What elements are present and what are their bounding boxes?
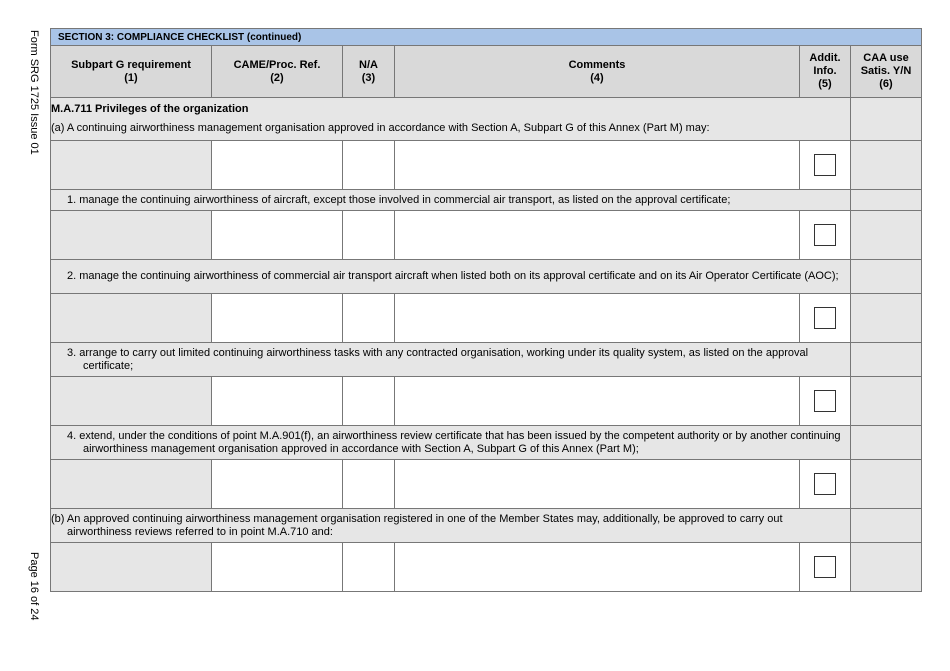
addit-info-checkbox[interactable] (814, 307, 836, 329)
requirement-row (51, 426, 922, 460)
caa-cell (851, 343, 922, 377)
addit-info-cell (800, 377, 851, 426)
privileges-title: M.A.711 Privileges of the organization (51, 102, 249, 115)
input-row (51, 543, 922, 592)
input-row (51, 294, 922, 343)
comments-input[interactable] (395, 543, 800, 592)
requirement-row (51, 343, 922, 377)
comments-input[interactable] (395, 377, 800, 426)
caa-cell (851, 190, 922, 211)
header-caa-use: CAA use Satis. Y/N (6) (851, 46, 922, 98)
came-ref-input[interactable] (212, 460, 343, 509)
requirement-cell (51, 377, 212, 426)
caa-cell (851, 377, 922, 426)
header-subpart-g: Subpart G requirement (1) (51, 46, 212, 98)
header-na: N/A (3) (343, 46, 395, 98)
came-ref-input[interactable] (212, 377, 343, 426)
addit-info-cell (800, 543, 851, 592)
header-came-ref: CAME/Proc. Ref. (2) (212, 46, 343, 98)
came-ref-input[interactable] (212, 141, 343, 190)
requirement-row (51, 190, 922, 211)
caa-cell (851, 141, 922, 190)
form-reference: Form SRG 1725 Issue 01 (28, 30, 40, 155)
na-input[interactable] (343, 211, 395, 260)
page-number: Page 16 of 24 (28, 552, 40, 621)
caa-cell (851, 98, 922, 141)
comments-input[interactable] (395, 211, 800, 260)
requirement-cell (51, 543, 212, 592)
comments-input[interactable] (395, 141, 800, 190)
came-ref-input[interactable] (212, 211, 343, 260)
came-ref-input[interactable] (212, 543, 343, 592)
addit-info-checkbox[interactable] (814, 556, 836, 578)
na-input[interactable] (343, 377, 395, 426)
caa-cell (851, 294, 922, 343)
input-row (51, 460, 922, 509)
compliance-checklist-table (50, 28, 922, 592)
na-input[interactable] (343, 460, 395, 509)
caa-cell (851, 543, 922, 592)
addit-info-checkbox[interactable] (814, 224, 836, 246)
requirement-cell (51, 294, 212, 343)
addit-info-cell (800, 460, 851, 509)
requirement-text: 4. extend, under the conditions of point M.A.901(f), an airworthiness review certificate that has been issued by the competent authority or by another continuing airworthiness management organisation approved in accordance with Section A, Subpart G of this Annex (Part M); (51, 426, 851, 460)
addit-info-checkbox[interactable] (814, 473, 836, 495)
requirement-text: 2. manage the continuing airworthiness of commercial air transport aircraft when listed both on its approval certificate and on its Air Operator Certificate (AOC); (51, 260, 851, 294)
requirement-text (51, 98, 851, 141)
caa-cell (851, 460, 922, 509)
requirement-cell (51, 141, 212, 190)
caa-cell (851, 260, 922, 294)
requirement-text: 1. manage the continuing airworthiness of aircraft, except those involved in commercial air transport, as listed on the approval certificate; (51, 190, 851, 211)
na-input[interactable] (343, 543, 395, 592)
addit-info-cell (800, 294, 851, 343)
comments-input[interactable] (395, 294, 800, 343)
requirement-cell (51, 460, 212, 509)
requirement-cell (51, 211, 212, 260)
addit-info-cell (800, 211, 851, 260)
came-ref-input[interactable] (212, 294, 343, 343)
input-row (51, 141, 922, 190)
requirement-row (51, 509, 922, 543)
caa-cell (851, 426, 922, 460)
privileges-intro: (a) A continuing airworthiness management organisation approved in accordance with Section A, Subpart G of this Annex (Part M) may: (51, 121, 710, 134)
na-input[interactable] (343, 294, 395, 343)
requirement-text: (b) An approved continuing airworthiness management organisation registered in one of the Member States may, additionally, be approved to carry out airworthiness reviews referred to in point M.A.710 and: (51, 509, 851, 543)
header-comments: Comments (4) (395, 46, 800, 98)
comments-input[interactable] (395, 460, 800, 509)
addit-info-checkbox[interactable] (814, 154, 836, 176)
addit-info-checkbox[interactable] (814, 390, 836, 412)
caa-cell (851, 509, 922, 543)
header-addit-info: Addit. Info. (5) (800, 46, 851, 98)
requirement-row (51, 98, 922, 141)
requirement-row (51, 260, 922, 294)
addit-info-cell (800, 141, 851, 190)
requirement-text: 3. arrange to carry out limited continuing airworthiness tasks with any contracted organisation, working under its quality system, as listed on the approval certificate; (51, 343, 851, 377)
section-title: SECTION 3: COMPLIANCE CHECKLIST (continued) (51, 29, 922, 46)
input-row (51, 211, 922, 260)
input-row (51, 377, 922, 426)
header-row (51, 46, 922, 98)
caa-cell (851, 211, 922, 260)
na-input[interactable] (343, 141, 395, 190)
